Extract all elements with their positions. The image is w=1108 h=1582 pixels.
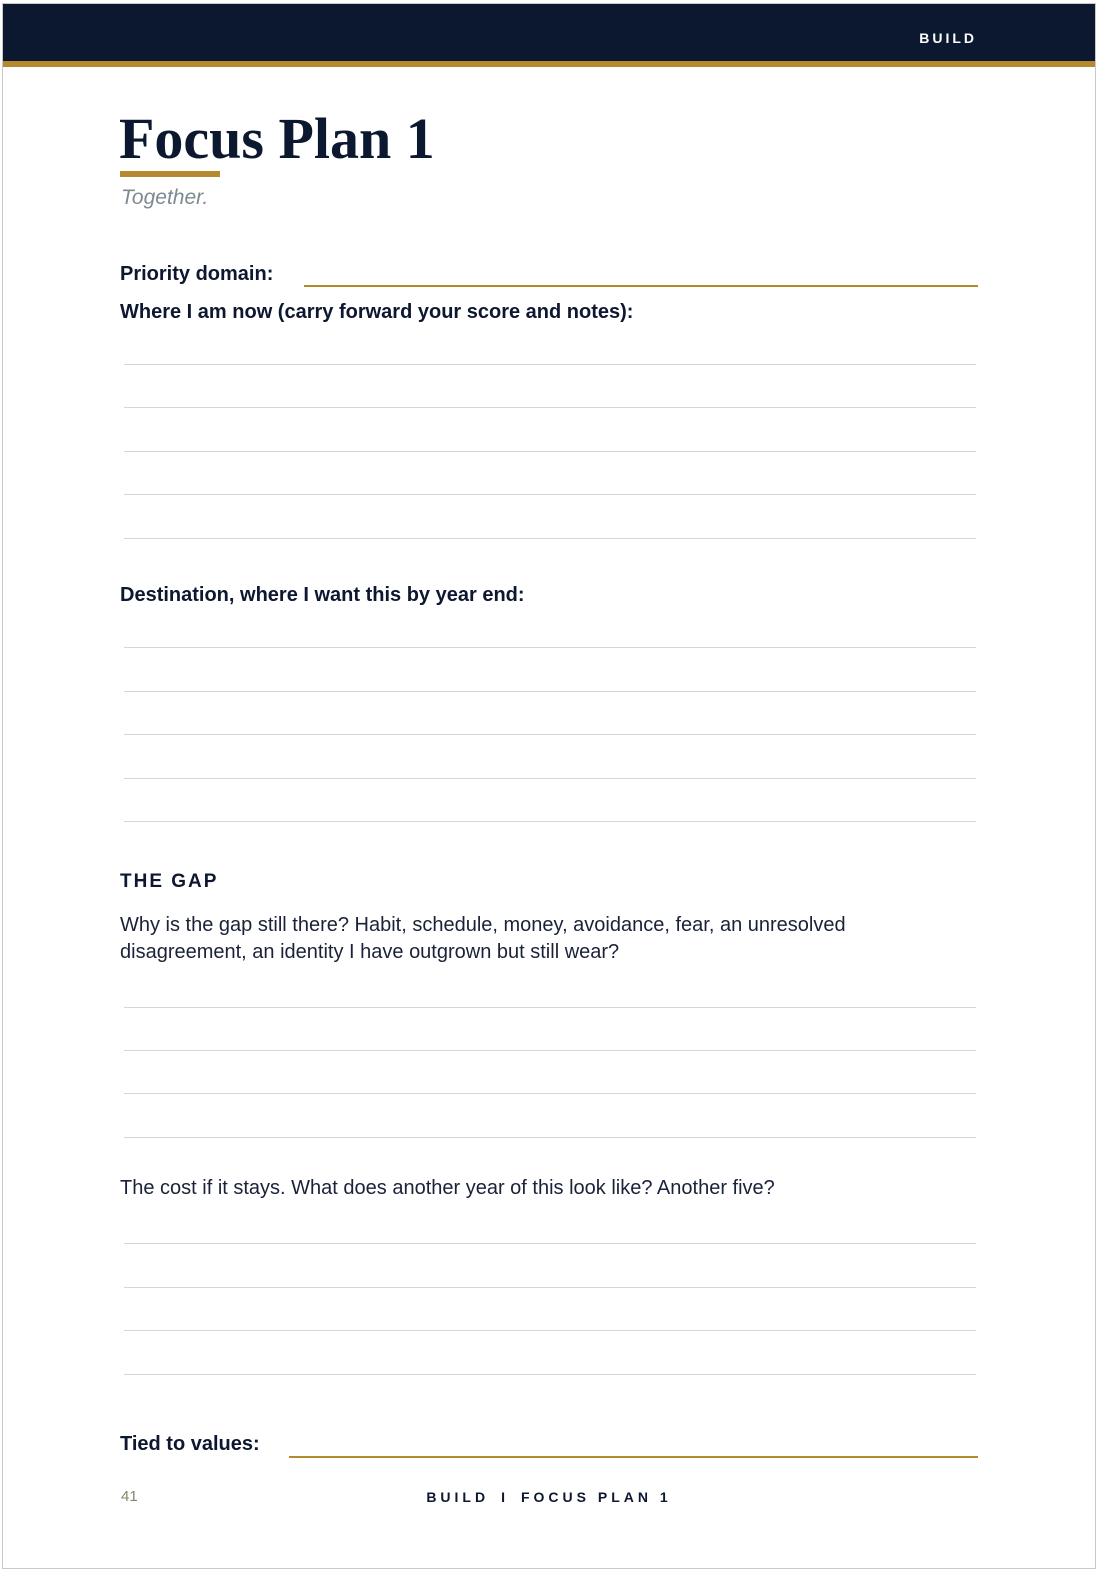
where-now-writing-line[interactable] (124, 364, 976, 365)
section-tag: BUILD (919, 30, 977, 46)
footer-section: BUILD (426, 1489, 490, 1505)
cost-writing-line[interactable] (124, 1374, 976, 1375)
footer-chapter: FOCUS PLAN 1 (520, 1489, 672, 1505)
where-now-writing-line[interactable] (124, 407, 976, 408)
header-accent-stripe (3, 61, 1095, 67)
cost-prompt: The cost if it stays. What does another year of this look like? Another five? (120, 1177, 775, 1199)
priority-domain-field[interactable] (304, 285, 978, 287)
destination-writing-line[interactable] (124, 691, 976, 692)
cost-writing-line[interactable] (124, 1330, 976, 1331)
destination-writing-line[interactable] (124, 778, 976, 779)
gap-writing-line[interactable] (124, 1007, 976, 1008)
gap-writing-line[interactable] (124, 1137, 976, 1138)
worksheet-page (2, 3, 1096, 1569)
destination-writing-line[interactable] (124, 647, 976, 648)
title-underline (120, 171, 220, 177)
cost-writing-line[interactable] (124, 1243, 976, 1244)
page-title: Focus Plan 1 (119, 106, 435, 171)
gap-writing-line[interactable] (124, 1050, 976, 1051)
priority-domain-label: Priority domain: (120, 263, 274, 285)
page-number: 41 (121, 1488, 138, 1505)
footer-running-title (3, 1489, 1095, 1505)
gap-writing-line[interactable] (124, 1093, 976, 1094)
gap-heading: THE GAP (120, 871, 219, 892)
gap-prompt: Why is the gap still there? Habit, schedule, money, avoidance, fear, an unresolved disagreement, an identity I have outgrown but still wear? (120, 914, 846, 963)
where-now-writing-line[interactable] (124, 538, 976, 539)
destination-writing-line[interactable] (124, 734, 976, 735)
footer-separator: I (501, 1489, 509, 1505)
where-now-label: Where I am now (carry forward your score and notes): (120, 301, 634, 323)
destination-label: Destination, where I want this by year end: (120, 584, 525, 606)
where-now-writing-line[interactable] (124, 494, 976, 495)
values-field[interactable] (289, 1456, 978, 1458)
cost-writing-line[interactable] (124, 1287, 976, 1288)
where-now-writing-line[interactable] (124, 451, 976, 452)
values-label: Tied to values: (120, 1433, 260, 1455)
destination-writing-line[interactable] (124, 821, 976, 822)
page-subtitle: Together. (121, 186, 209, 209)
header-bar (3, 4, 1095, 61)
